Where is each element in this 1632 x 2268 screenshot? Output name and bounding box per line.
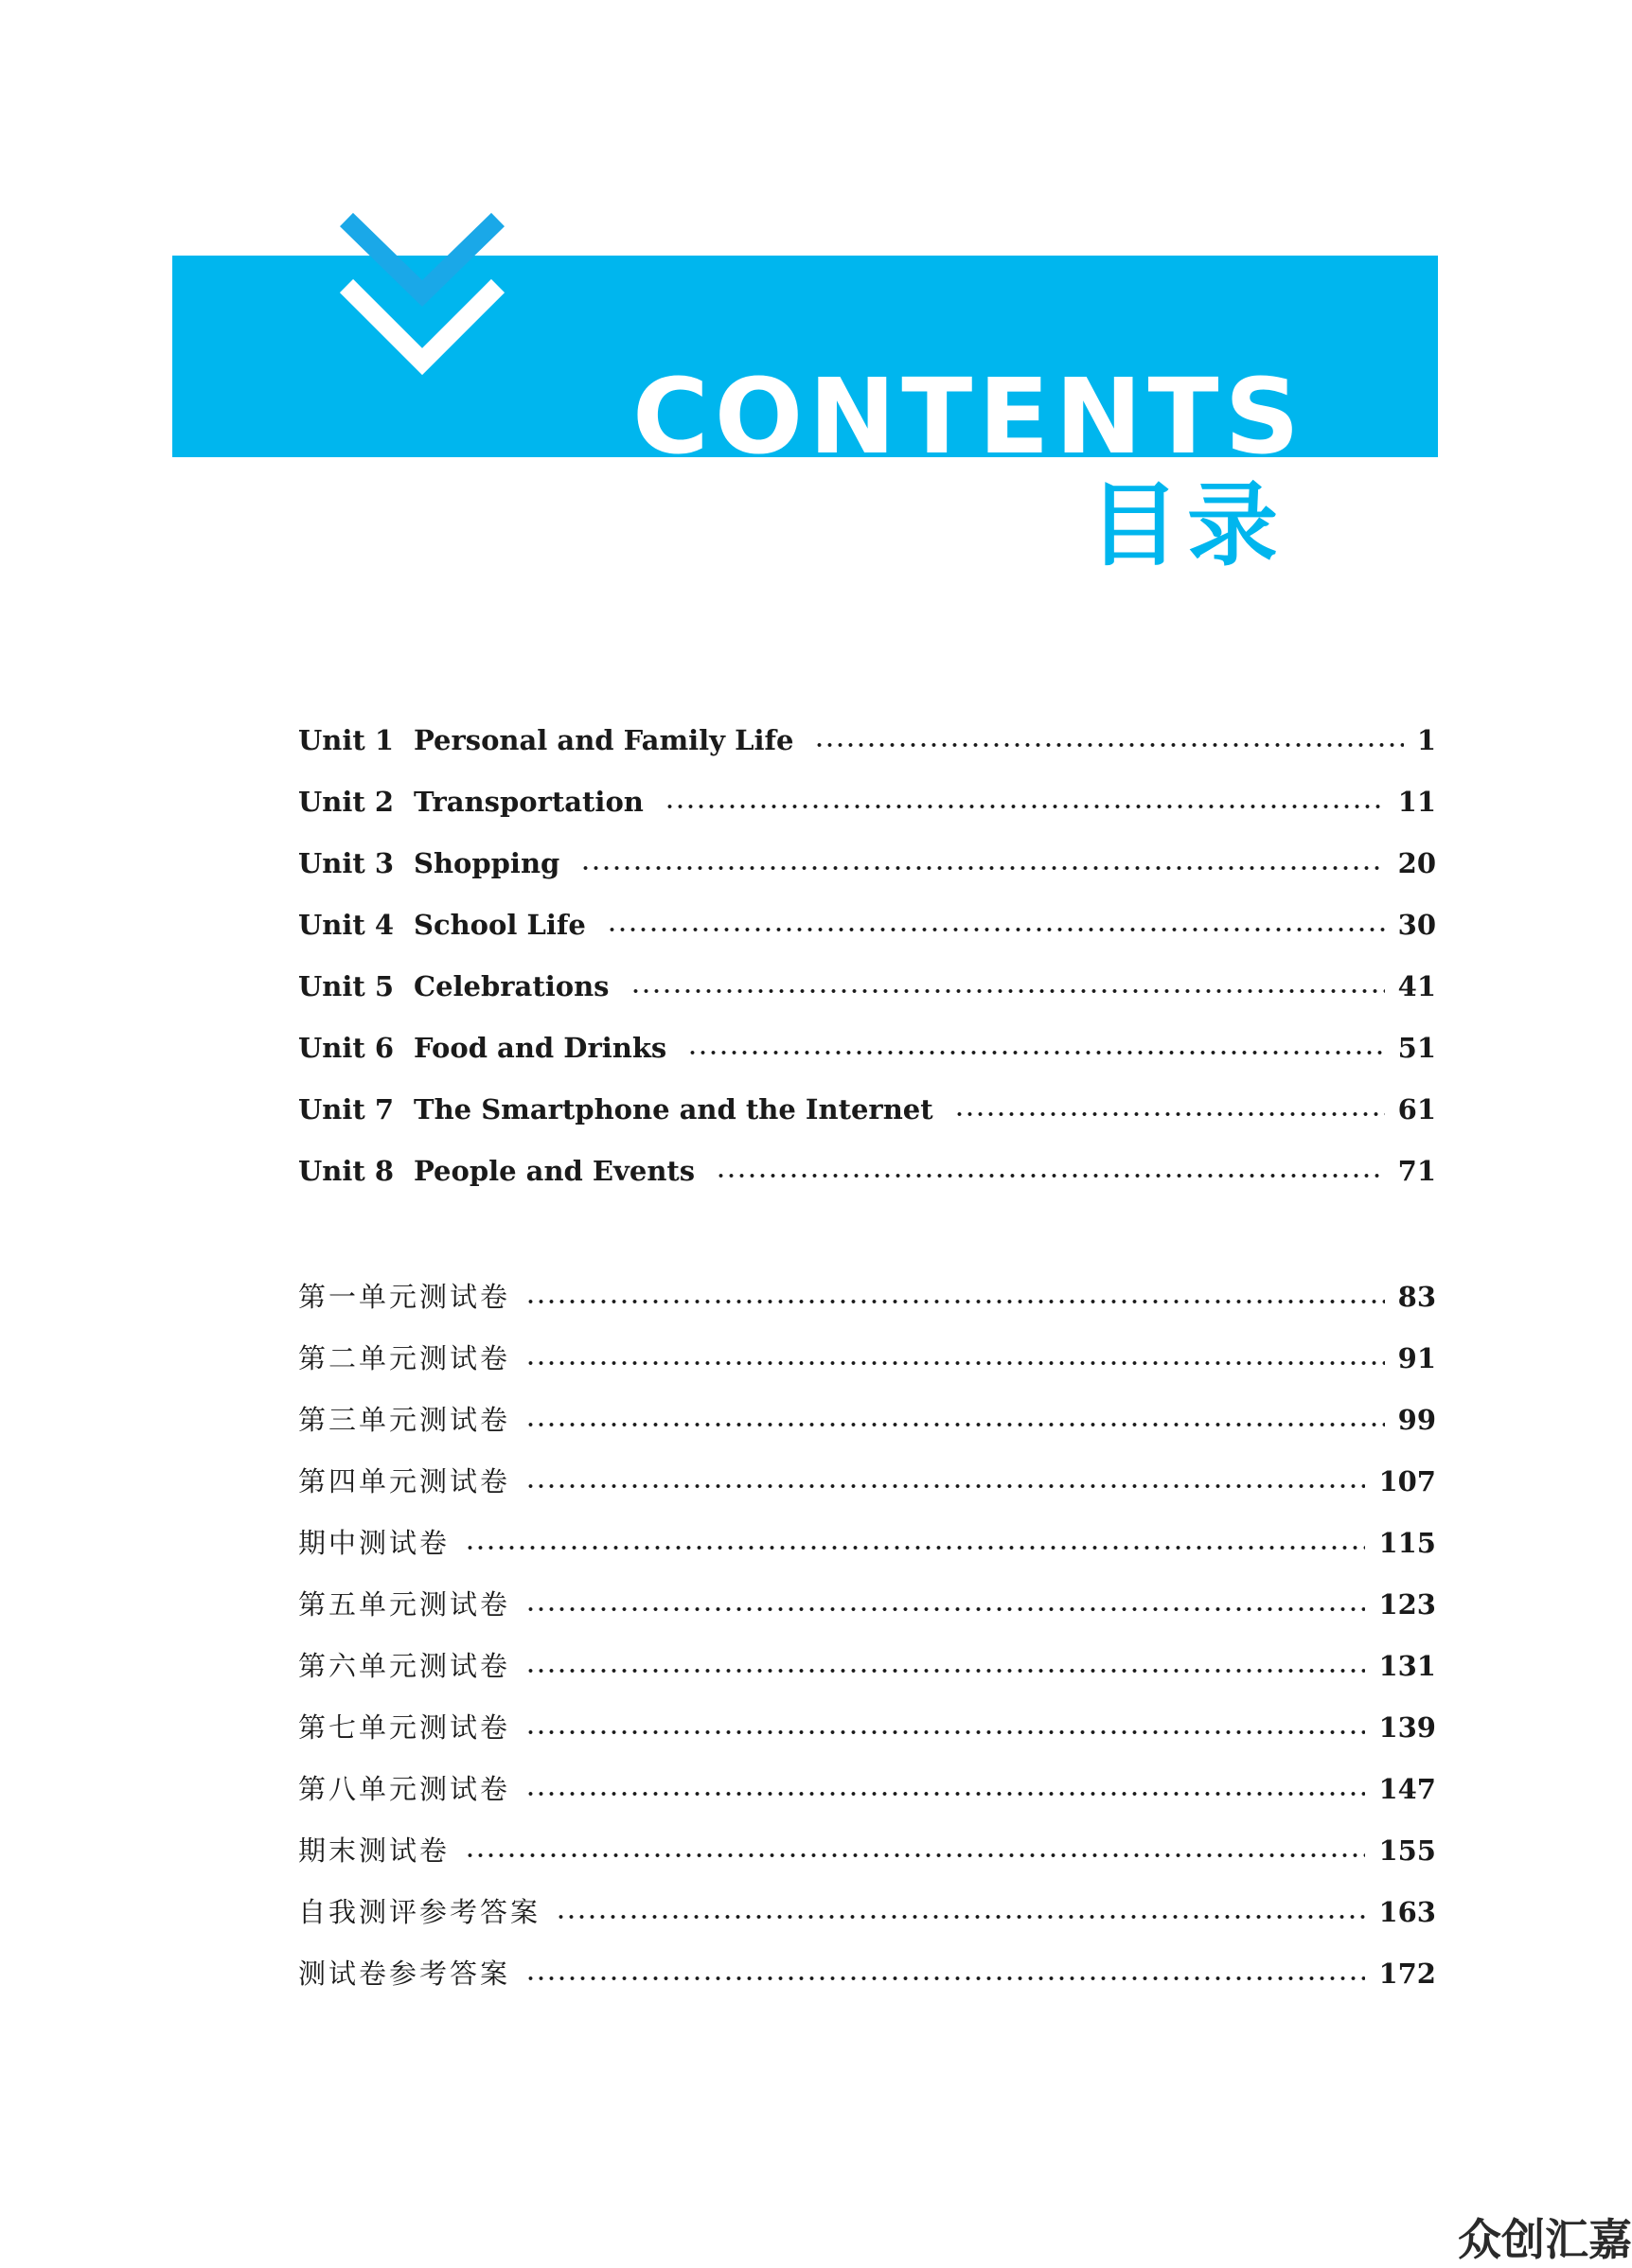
unit-title: Transportation bbox=[414, 786, 644, 818]
unit-title: Celebrations bbox=[414, 970, 610, 1002]
page-number: 20 bbox=[1397, 847, 1436, 879]
dot-leader bbox=[465, 1851, 1365, 1860]
page-number: 163 bbox=[1378, 1896, 1436, 1928]
dot-leader bbox=[814, 740, 1403, 750]
unit-title: The Smartphone and the Internet bbox=[414, 1093, 933, 1125]
contents-title-chinese: 目录 bbox=[1089, 472, 1286, 578]
toc-entry-test-7[interactable] bbox=[298, 1707, 1436, 1768]
dot-leader bbox=[687, 1048, 1384, 1057]
page-number: 123 bbox=[1378, 1588, 1436, 1621]
unit-title: People and Events bbox=[414, 1155, 696, 1187]
dot-leader bbox=[525, 1974, 1365, 1983]
page-number: 155 bbox=[1378, 1834, 1436, 1867]
test-title: 第一单元测试卷 bbox=[298, 1281, 511, 1313]
dot-leader bbox=[954, 1109, 1385, 1119]
dot-leader bbox=[465, 1543, 1365, 1552]
test-title: 期中测试卷 bbox=[298, 1527, 451, 1559]
unit-number: Unit 7 bbox=[298, 1093, 395, 1125]
dot-leader bbox=[525, 1666, 1365, 1675]
toc-entry-unit-5[interactable] bbox=[298, 970, 1436, 1032]
test-title: 期末测试卷 bbox=[298, 1834, 451, 1867]
page-number: 172 bbox=[1378, 1958, 1436, 1990]
toc-entry-test-6[interactable] bbox=[298, 1645, 1436, 1707]
toc-entry-final[interactable] bbox=[298, 1830, 1436, 1891]
page-number: 51 bbox=[1397, 1032, 1436, 1064]
dot-leader bbox=[580, 863, 1384, 873]
toc-entry-unit-2[interactable] bbox=[298, 786, 1436, 847]
toc-entry-self-assessment-answers[interactable] bbox=[298, 1891, 1436, 1953]
unit-number: Unit 2 bbox=[298, 786, 395, 818]
dot-leader bbox=[525, 1481, 1365, 1491]
toc-entry-test-answers[interactable] bbox=[298, 1953, 1436, 2014]
dot-leader bbox=[716, 1171, 1385, 1180]
dot-leader bbox=[525, 1358, 1385, 1368]
test-title: 第八单元测试卷 bbox=[298, 1773, 511, 1805]
toc-entry-unit-8[interactable] bbox=[298, 1155, 1436, 1216]
unit-list bbox=[298, 724, 1436, 1216]
dot-leader bbox=[525, 1604, 1365, 1614]
page-number: 41 bbox=[1397, 970, 1436, 1002]
watermark-logo: 众创汇嘉 bbox=[1458, 2214, 1632, 2265]
page-number: 1 bbox=[1416, 724, 1436, 756]
toc-entry-unit-4[interactable] bbox=[298, 909, 1436, 970]
toc-entry-test-8[interactable] bbox=[298, 1768, 1436, 1830]
dot-leader bbox=[525, 1297, 1385, 1306]
page-number: 115 bbox=[1378, 1527, 1436, 1559]
page-number: 147 bbox=[1378, 1773, 1436, 1805]
page-number: 11 bbox=[1397, 786, 1436, 818]
double-chevron-down-icon bbox=[331, 208, 521, 388]
page-number: 61 bbox=[1397, 1093, 1436, 1125]
toc-entry-unit-3[interactable] bbox=[298, 847, 1436, 909]
page-number: 99 bbox=[1397, 1404, 1436, 1436]
test-title: 第七单元测试卷 bbox=[298, 1711, 511, 1744]
contents-title: CONTENTS bbox=[632, 356, 1305, 477]
page-number: 131 bbox=[1378, 1650, 1436, 1682]
test-title: 自我测评参考答案 bbox=[298, 1896, 541, 1928]
unit-number: Unit 6 bbox=[298, 1032, 395, 1064]
toc-entry-test-3[interactable] bbox=[298, 1399, 1436, 1461]
toc-entry-test-4[interactable] bbox=[298, 1461, 1436, 1522]
toc-entry-test-1[interactable] bbox=[298, 1276, 1436, 1338]
test-title: 第五单元测试卷 bbox=[298, 1588, 511, 1621]
unit-number: Unit 1 bbox=[298, 724, 395, 756]
test-title: 测试卷参考答案 bbox=[298, 1958, 511, 1990]
toc-entry-unit-6[interactable] bbox=[298, 1032, 1436, 1093]
unit-title: Shopping bbox=[414, 847, 560, 879]
test-list bbox=[298, 1276, 1436, 2014]
dot-leader bbox=[525, 1728, 1365, 1737]
toc-entry-unit-1[interactable] bbox=[298, 724, 1436, 786]
test-title: 第三单元测试卷 bbox=[298, 1404, 511, 1436]
unit-title: Personal and Family Life bbox=[414, 724, 794, 756]
dot-leader bbox=[525, 1789, 1365, 1798]
unit-number: Unit 5 bbox=[298, 970, 395, 1002]
page-number: 83 bbox=[1397, 1281, 1436, 1313]
unit-number: Unit 4 bbox=[298, 909, 395, 941]
test-title: 第六单元测试卷 bbox=[298, 1650, 511, 1682]
page-number: 91 bbox=[1397, 1342, 1436, 1374]
unit-title: Food and Drinks bbox=[414, 1032, 667, 1064]
dot-leader bbox=[607, 925, 1385, 934]
toc-entry-midterm[interactable] bbox=[298, 1522, 1436, 1584]
page-number: 139 bbox=[1378, 1711, 1436, 1744]
dot-leader bbox=[630, 986, 1385, 996]
toc-entry-test-5[interactable] bbox=[298, 1584, 1436, 1645]
page-number: 30 bbox=[1397, 909, 1436, 941]
unit-title: School Life bbox=[414, 909, 586, 941]
dot-leader bbox=[556, 1912, 1365, 1922]
test-title: 第四单元测试卷 bbox=[298, 1465, 511, 1497]
unit-number: Unit 3 bbox=[298, 847, 395, 879]
unit-number: Unit 8 bbox=[298, 1155, 395, 1187]
dot-leader bbox=[665, 802, 1385, 811]
dot-leader bbox=[525, 1420, 1385, 1429]
toc-entry-test-2[interactable] bbox=[298, 1338, 1436, 1399]
toc-entry-unit-7[interactable] bbox=[298, 1093, 1436, 1155]
page-number: 71 bbox=[1397, 1155, 1436, 1187]
test-title: 第二单元测试卷 bbox=[298, 1342, 511, 1374]
page-number: 107 bbox=[1378, 1465, 1436, 1497]
